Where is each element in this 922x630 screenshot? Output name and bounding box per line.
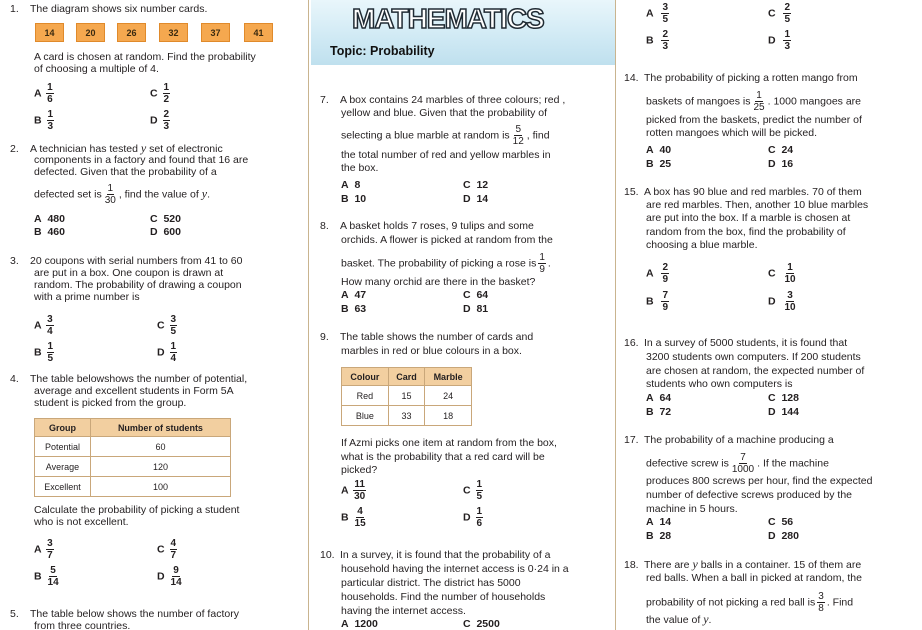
q17-text: 17. The probability of a machine producing a <box>624 434 834 446</box>
q1-option-a[interactable]: A $\frac{1}{6}$ <box>34 82 53 105</box>
number-card: 41 <box>244 23 273 42</box>
q2-option-d[interactable]: D 600 <box>150 226 181 238</box>
q13-option-c[interactable]: C $\frac{2}{5}$ <box>768 2 790 25</box>
q4-text-5: who is not excellent. <box>34 516 129 528</box>
q4-option-a[interactable]: A $\frac{3}{7}$ <box>34 538 53 561</box>
q9-text-4: what is the probability that a red card will be <box>341 451 545 463</box>
q14-option-b[interactable]: B 25 <box>646 158 672 170</box>
q7-option-c[interactable]: C 12 <box>463 179 489 191</box>
number-card: 26 <box>117 23 146 42</box>
q13-option-d[interactable]: D $\frac{1}{3}$ <box>768 29 790 52</box>
q18-text: 18. There are y balls in a container. 15 of them are <box>624 557 862 571</box>
q3-option-c[interactable]: C $\frac{3}{5}$ <box>157 314 177 337</box>
q14-option-a[interactable]: A 40 <box>646 144 672 156</box>
q16-option-a[interactable]: A 64 <box>646 392 672 404</box>
q17-option-d[interactable]: D 280 <box>768 530 799 542</box>
q7-option-d[interactable]: D 14 <box>463 193 489 205</box>
q4-text-2: average and excellent students in Form 5A <box>34 385 234 397</box>
q16-text-2: 3200 students own computers. If 200 students <box>646 351 861 363</box>
q16-option-d[interactable]: D 144 <box>768 406 799 418</box>
q8-option-c[interactable]: C 64 <box>463 289 489 301</box>
q17-text-3: produces 800 screws per hour, find the expected <box>646 475 873 487</box>
table-header: Colour <box>342 368 389 386</box>
q7-text-5: the box. <box>341 162 379 174</box>
q17-option-a[interactable]: A 14 <box>646 516 672 528</box>
q18-text-3: probability of not picking a red ball is $\frac{3}{8}$ . Find <box>646 591 854 614</box>
q13-option-b[interactable]: B $\frac{2}{3}$ <box>646 29 668 52</box>
q1-option-d[interactable]: D $\frac{2}{3}$ <box>150 109 170 132</box>
number-card: 37 <box>201 23 230 42</box>
q9-text-2: marbles in red or blue colours in a box. <box>341 345 522 357</box>
q7-text-2: yellow and blue. Given that the probability of <box>341 107 548 119</box>
q3-text-4: with a prime number is <box>34 291 140 303</box>
q9-option-b[interactable]: B $\frac{4}{15}$ <box>341 506 366 529</box>
q7-text-4: the total number of red and yellow marbles in <box>341 149 551 161</box>
q16-text: 16. In a survey of 5000 students, it is found that <box>624 337 848 349</box>
q14-text-3: picked from the baskets, predict the number of <box>646 114 862 126</box>
q15-text-5: choosing a blue marble. <box>646 239 758 251</box>
column-divider-right <box>615 0 616 630</box>
q2-text-3: defected. Given that the probability of a <box>34 166 217 178</box>
column-divider-left <box>308 0 309 630</box>
table-row: Excellent 100 <box>35 477 231 497</box>
q14-text-2: baskets of mangoes is $\frac{1}{25}$ . 1000 mangoes are <box>646 90 862 113</box>
page-title: MATHEMATICS <box>352 3 544 34</box>
q16-text-4: students who own computers is <box>646 378 793 390</box>
q7-option-a[interactable]: A 8 <box>341 179 361 191</box>
q10-text: 10. In a survey, it is found that the probability of a <box>320 549 551 561</box>
table-row: Blue 33 18 <box>342 406 472 426</box>
q17-option-c[interactable]: C 56 <box>768 516 794 528</box>
q2-text-2: components in a factory and found that 16 are <box>34 154 249 166</box>
q14-text: 14. The probability of picking a rotten mango from <box>624 72 858 84</box>
q14-option-c[interactable]: C 24 <box>768 144 794 156</box>
q8-text-2: orchids. A flower is picked at random from the <box>341 234 553 246</box>
q4-text-4: Calculate the probability of picking a student <box>34 504 240 516</box>
q16-text-3: are chosen at random, the expected number of <box>646 365 865 377</box>
table-header: Marble <box>425 368 472 386</box>
q10-text-3: particular district. The district has 5000 <box>341 577 521 589</box>
q2-option-a[interactable]: A 480 <box>34 213 65 225</box>
q1-text-3: of choosing a multiple of 4. <box>34 63 159 75</box>
q5-text: 5. The table below shows the number of factory <box>10 608 239 620</box>
q16-option-b[interactable]: B 72 <box>646 406 672 418</box>
q3-option-b[interactable]: B $\frac{1}{5}$ <box>34 341 54 364</box>
q18-text-2: red balls. When a ball in picked at random, the <box>646 572 862 584</box>
q17-text-2: defective screw is $\frac{7}{1000}$ . If the machine <box>646 452 829 475</box>
q17-option-b[interactable]: B 28 <box>646 530 672 542</box>
table-header: Group <box>35 419 91 437</box>
q9-text: 9. The table shows the number of cards and <box>320 331 534 343</box>
q13-option-a[interactable]: A $\frac{3}{5}$ <box>646 2 668 25</box>
q15-text-4: random from the box, find the probability of <box>646 226 846 238</box>
q1-option-b[interactable]: B $\frac{1}{3}$ <box>34 109 54 132</box>
number-card: 32 <box>159 23 188 42</box>
q1-text: 1. The diagram shows six number cards. <box>10 3 208 15</box>
table-row: Potential 60 <box>35 437 231 457</box>
q2-option-b[interactable]: B 460 <box>34 226 65 238</box>
q7-text: 7. A box contains 24 marbles of three colours; red , <box>320 94 566 106</box>
q2-text: 2. A technician has tested y set of electronic <box>10 141 223 155</box>
q10-text-4: households. Find the number of households <box>341 591 546 603</box>
topic-label: Topic: Probability <box>330 44 435 58</box>
q9-text-3: If Azmi picks one item at random from the box, <box>341 437 557 449</box>
q2-text-4: defected set is $\frac{1}{30}$ , find the value of y. <box>34 183 210 206</box>
q3-text: 3. 20 coupons with serial numbers from 41 to 60 <box>10 255 243 267</box>
table-header: Number of students <box>90 419 230 437</box>
q18-text-4: the value of y. <box>646 612 712 626</box>
number-card: 14 <box>35 23 64 42</box>
q15-text-2: are red marbles. Then, another 10 blue marbles <box>646 199 869 211</box>
q4-table <box>34 418 231 497</box>
q9-option-c[interactable]: C $\frac{1}{5}$ <box>463 479 483 502</box>
q5-text-2: from three countries. <box>34 620 131 630</box>
q10-option-a[interactable]: A 1200 <box>341 618 378 630</box>
q9-text-5: picked? <box>341 464 378 476</box>
q17-text-4: number of defective screws produced by the <box>646 489 853 501</box>
q8-option-b[interactable]: B 63 <box>341 303 367 315</box>
q15-text-3: are put into the box. If a marble is chosen at <box>646 212 851 224</box>
q15-text: 15. A box has 90 blue and red marbles. 70 of them <box>624 186 862 198</box>
q9-option-a[interactable]: A $\frac{11}{30}$ <box>341 479 366 502</box>
q15-option-a[interactable]: A $\frac{2}{9}$ <box>646 262 668 285</box>
q14-option-d[interactable]: D 16 <box>768 158 794 170</box>
q17-text-5: machine in 5 hours. <box>646 503 738 515</box>
q8-text-3: basket. The probability of picking a rose is $\frac{1}{9}$ . <box>341 252 551 275</box>
q4-text-3: student is picked from the group. <box>34 397 187 409</box>
table-header: Card <box>388 368 424 386</box>
table-row: Average 120 <box>35 457 231 477</box>
number-card: 20 <box>76 23 105 42</box>
q4-option-c[interactable]: C $\frac{4}{7}$ <box>157 538 177 561</box>
q3-option-d[interactable]: D $\frac{1}{4}$ <box>157 341 177 364</box>
q10-option-c[interactable]: C 2500 <box>463 618 500 630</box>
q15-option-c[interactable]: C $\frac{1}{10}$ <box>768 262 796 285</box>
q3-text-3: random. The probability of drawing a coupon <box>34 279 242 291</box>
q1-option-c[interactable]: C $\frac{1}{2}$ <box>150 82 170 105</box>
q8-option-a[interactable]: A 47 <box>341 289 367 301</box>
table-row: Red 15 24 <box>342 386 472 406</box>
q9-table <box>341 367 472 426</box>
q9-option-d[interactable]: D $\frac{1}{6}$ <box>463 506 483 529</box>
q4-option-b[interactable]: B $\frac{5}{14}$ <box>34 565 59 588</box>
q8-text-4: How many orchid are there in the basket? <box>341 276 536 288</box>
q1-text-2: A card is chosen at random. Find the probability <box>34 51 256 63</box>
q7-option-b[interactable]: B 10 <box>341 193 367 205</box>
q3-option-a[interactable]: A $\frac{3}{4}$ <box>34 314 53 337</box>
q16-option-c[interactable]: C 128 <box>768 392 799 404</box>
q2-option-c[interactable]: C 520 <box>150 213 181 225</box>
q4-text: 4. The table belowshows the number of potential, <box>10 373 248 385</box>
q14-text-4: rotten mangoes which will be picked. <box>646 127 818 139</box>
q15-option-d[interactable]: D $\frac{3}{10}$ <box>768 290 796 313</box>
q10-text-5: having the internet access. <box>341 605 466 617</box>
q8-option-d[interactable]: D 81 <box>463 303 489 315</box>
q3-text-2: are put in a box. One coupon is drawn at <box>34 267 224 279</box>
q15-option-b[interactable]: B $\frac{7}{9}$ <box>646 290 668 313</box>
q8-text: 8. A basket holds 7 roses, 9 tulips and some <box>320 220 534 232</box>
q10-text-2: household having the internet access is 0·24 in a <box>341 563 569 575</box>
q7-text-3: selecting a blue marble at random is $\frac{5}{12}$ , find <box>341 124 550 147</box>
q4-option-d[interactable]: D $\frac{9}{14}$ <box>157 565 182 588</box>
